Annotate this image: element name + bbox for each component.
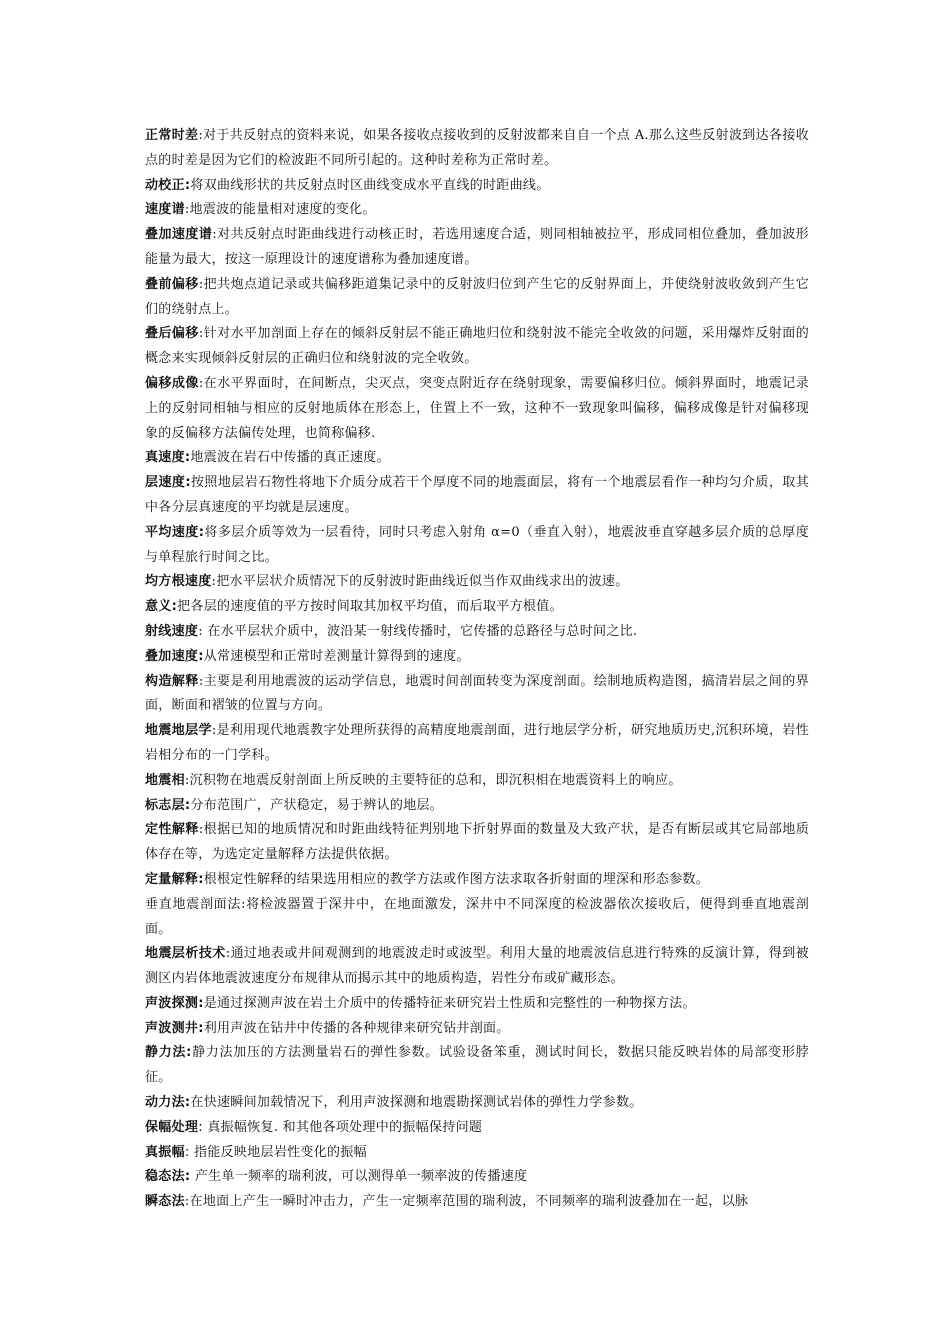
definition-entry [145,670,809,720]
definition-entry [145,446,809,471]
term-definition: :把水平层状介质情况下的反射波时距曲线近似当作双曲线求出的波速。 [211,574,629,590]
term-definition: :通过地表或井间观测到的地震波走时或波型。利用大量的地震波信息进行特殊的反演计算，得到被测区内岩体地震波速度分布规律从而揭示其中的地质构造，岩性分布或矿藏形态。 [145,946,809,987]
definition-entry [145,1041,809,1091]
term-definition: 分布范围广，产状稳定，易于辨认的地层。 [190,797,444,813]
term-label: 射线速度 [145,623,199,639]
term-label: 声波测井: [145,1020,204,1036]
term-definition: : 指能反映地层岩性变化的振幅 [184,1144,367,1160]
term-definition: :地震波的能量相对速度的变化。 [184,202,376,218]
term-label: 瞬态法 [145,1194,185,1210]
term-definition: :在水平界面时，在间断点，尖灭点，突变点附近存在绕射现象，需要偏移归位。倾斜界面时，地震记录上的反射同相轴与相应的反射地质体在形态上，住置上不一致，这种不一致现象叫偏移，偏移成像是针对偏移现象的反偏移方法偏传处理，也简称偏移. [145,375,809,441]
term-definition: :针对水平加剖面上存在的倾斜反射层不能正确地归位和绕射波不能完全收敛的问题，采用爆炸反射面的概念来实现倾斜反射层的正确归位和绕射波的完全收敛。 [145,326,809,367]
term-definition: :沉积物在地震反射剖面上所反映的主要特征的总和，即沉积相在地震资料上的响应。 [184,772,682,788]
term-label: 平均速度: [145,524,205,540]
definition-entry [145,322,809,372]
term-label: 动校正: [145,177,191,193]
term-label: 叠加速度: [145,648,204,664]
definition-entry [145,893,809,943]
term-definition: :将检波器置于深井中，在地面激发，深井中不同深度的检波器依次接收后，便得到垂直地震剖面。 [145,896,809,937]
definition-entry [145,372,809,446]
term-label: 意义: [145,599,178,615]
term-label: 声波探测: [145,995,204,1011]
term-definition: 产生单一频率的瑞利波，可以测得单一频率波的传播速度 [190,1169,528,1185]
definition-entry [145,1165,809,1190]
definition-entry [145,124,809,174]
term-definition: : 在水平层状介质中，波沿某一射线传播时，它传播的总路径与总时间之比. [198,623,638,639]
definition-entry [145,174,809,199]
definition-entry [145,198,809,223]
term-label: 真振幅 [145,1144,185,1160]
definition-entry [145,1141,809,1166]
definition-entry [145,794,809,819]
definition-entry [145,620,809,645]
term-definition: :在地面上产生一瞬时冲击力，产生一定频率范围的瑞利波，不同频率的瑞利波叠加在一起，以脉 [184,1194,749,1210]
term-label: 定性解释 [145,822,199,838]
term-label: 叠后偏移 [145,326,199,342]
term-label: 叠加速度谱 [145,227,213,243]
term-definition: 将多层介质等效为一层看待，同时只考虑入射角 α=0（垂直入射），地震波垂直穿越多层介质的总厚度与单程旅行时间之比。 [145,524,809,565]
term-definition: 在快速瞬间加载情况下，利用声波探测和地震勘探测试岩体的弹性力学参数。 [190,1095,643,1111]
term-label: 动力法: [145,1095,191,1111]
definition-entry [145,1116,809,1141]
term-definition: 地震波在岩石中传播的真正速度。 [190,450,390,466]
term-label: 正常时差 [145,128,199,143]
term-label: 静力法: [145,1045,192,1061]
definition-entry [145,273,809,323]
definition-entry [145,223,809,273]
definition-entry [145,992,809,1017]
term-label: 垂直地震剖面法 [145,896,242,912]
definition-entry [145,1190,809,1215]
definition-entry [145,645,809,670]
term-label: 层速度: [145,475,191,491]
term-definition: :主要是利用地震波的运动学信息，地震时间剖面转变为深度剖面。绘制地质构造图，搞清岩层之间的界面，断面和褶皱的位置与方向。 [145,673,809,714]
term-definition: :把共炮点道记录或共偏移距道集记录中的反射波归位到产生它的反射界面上，并使绕射波收敛到产生它们的绕射点上。 [145,276,809,317]
definition-entry [145,868,809,893]
definition-entry [145,942,809,992]
term-definition: 把各层的速度值的平方按时间取其加权平均值，而后取平方根值。 [177,599,563,615]
term-label: 地震相 [145,772,185,788]
term-label: 稳态法: [145,1169,191,1185]
term-label: 构造解释 [145,673,199,689]
term-label: 保幅处理 [145,1119,199,1135]
term-definition: 将双曲线形状的共反射点时区曲线变成水平直线的时距曲线。 [190,177,550,193]
term-label: 地震层析技术 [145,946,226,962]
term-definition: : 真振幅恢复. 和其他各项处理中的振幅保持问题 [198,1119,483,1135]
term-label: 叠前偏移 [145,276,199,292]
definition-entry [145,595,809,620]
term-label: 地震地层学 [145,723,212,739]
term-definition: :对共反射点时距曲线进行动核正时，若选用速度合适，则同相轴被拉平，形成同相位叠加，叠加波形能量为最大，按这一原理设计的速度谱称为叠加速度谱。 [145,227,809,267]
term-label: 真速度: [145,450,191,466]
term-definition: 按照地层岩石物性将地下介质分成若干个厚度不同的地震面层，将有一个地震层看作一种均匀介质，取其中各分层真速度的平均就是层速度。 [145,475,809,515]
term-label: 偏移成像 [145,375,199,391]
definition-entry [145,719,809,769]
term-label: 均方根速度 [145,574,212,590]
term-label: 标志层: [145,797,191,813]
term-definition: :是利用现代地震教字处理所获得的高精度地震剖面，进行地层学分析，研究地质历史,沉积环境，岩性岩相分布的一门学科。 [145,723,809,763]
term-definition: :根据已知的地质情况和时距曲线特征判别地下折射界面的数量及大致产状，是否有断层或其它局部地质体存在等，为选定定量解释方法提供依据。 [145,822,809,863]
term-label: 定量解释: [145,871,204,887]
document-page [145,124,809,1215]
definition-entry [145,818,809,868]
term-definition: 从常速模型和正常时差测量计算得到的速度。 [203,648,470,664]
term-definition: 静力法加压的方法测量岩石的弹性参数。试验设备笨重，测试时间长，数据只能反映岩体的局部变形脖征。 [145,1045,809,1086]
definition-entry [145,769,809,794]
definition-entry [145,471,809,521]
definition-entry [145,521,809,571]
term-definition: 根根定性解释的结果选用相应的教学方法或作图方法求取各折射面的埋深和形态参数。 [203,871,710,887]
definition-entry [145,1017,809,1042]
term-label: 速度谱 [145,202,185,218]
term-definition: 利用声波在钻井中传播的各种规律来研究钻井剖面。 [203,1020,510,1036]
term-definition: 是通过探测声波在岩土介质中的传播特征来研究岩土性质和完整性的一种物探方法。 [203,995,696,1011]
definition-entry [145,570,809,595]
term-definition: :对于共反射点的资料来说，如果各接收点接收到的反射波都来自自一个点 A.那么这些反射波到达各接收点的时差是因为它们的检波距不同所引起的。这种时差称为正常时差。 [145,128,809,168]
definition-entry [145,1091,809,1116]
